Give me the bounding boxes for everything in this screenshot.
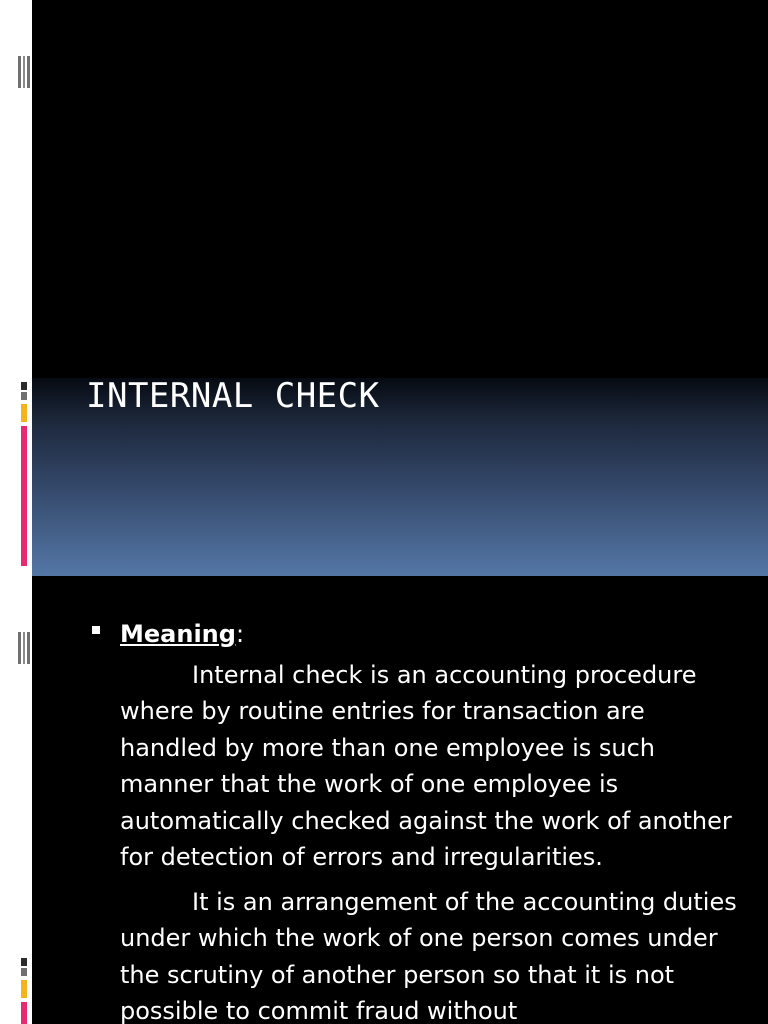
decorative-stripe — [23, 632, 25, 664]
section-heading: Meaning — [120, 620, 236, 648]
paragraph-definition: Internal check is an accounting procedure where by routine entries for transaction are handled by more than one employee is such manner that the work of one employee is automatically checked against the work of another for detection of errors and irregularities. — [120, 660, 732, 871]
bullet-marker — [92, 626, 100, 634]
decorative-block — [21, 968, 27, 976]
decorative-stripe — [27, 56, 30, 88]
decorative-block — [21, 958, 27, 966]
decorative-stripe — [27, 632, 30, 664]
decorative-bar — [21, 1002, 27, 1024]
decorative-block — [21, 404, 27, 422]
decorative-stripe — [18, 56, 21, 88]
decorative-block — [21, 980, 27, 998]
slide-body — [120, 616, 740, 1024]
decorative-bar — [21, 426, 27, 566]
decorative-block — [21, 382, 27, 390]
content-slide — [0, 576, 768, 1024]
decorative-stripe — [23, 56, 25, 88]
slide-title: INTERNAL CHECK — [86, 376, 380, 416]
section-heading-line — [120, 616, 740, 653]
decorative-stripe — [18, 632, 21, 664]
decorative-block — [21, 392, 27, 400]
heading-colon: : — [235, 620, 245, 648]
paragraph-arrangement: It is an arrangement of the accounting duties under which the work of one person comes under the scrutiny of another person so that it is not possible to commit fraud without — [120, 887, 737, 1024]
